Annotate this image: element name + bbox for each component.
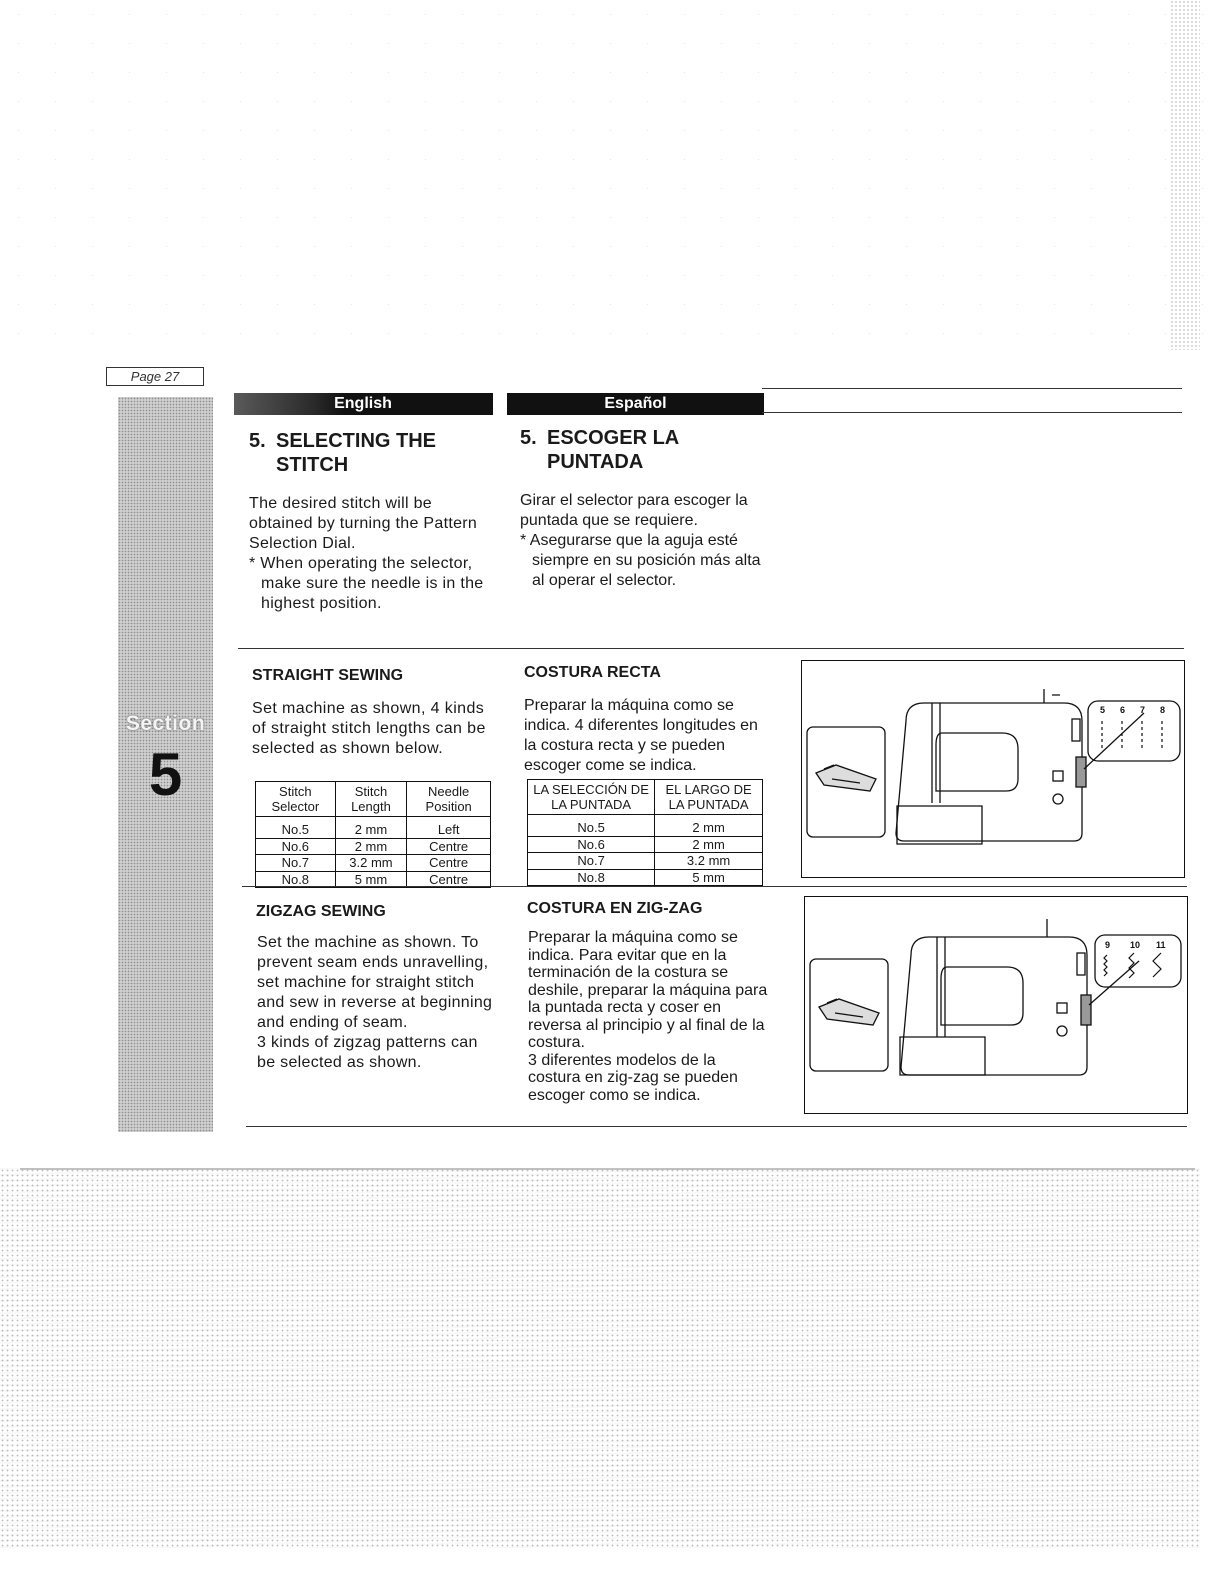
section-label: Section xyxy=(125,712,206,735)
dial-number: 9 xyxy=(1105,940,1111,950)
table-header: LA SELECCIÓN DE LA PUNTADA xyxy=(528,780,655,815)
dial-number: 8 xyxy=(1160,705,1166,715)
page-edge-line xyxy=(20,1168,1195,1170)
spanish-intro-block xyxy=(520,491,764,591)
table-row: No.5 2 mm xyxy=(528,815,763,837)
dial-number: 11 xyxy=(1156,940,1166,950)
sewing-machine-illustration xyxy=(805,897,1187,1113)
spanish-section-title: 5. ESCOGER LA PUNTADA xyxy=(520,427,680,473)
divider-zigzag xyxy=(242,886,1187,887)
zigzag-text-es: Preparar la máquina como se indica. Para evitar que en la terminación de la costura se deshile, preparar la máquina para la puntada recta y coser en reversa al principio y al final de la costura. xyxy=(528,929,768,1051)
straight-heading-es: COSTURA RECTA xyxy=(524,664,661,681)
zigzag-heading-es: COSTURA EN ZIG-ZAG xyxy=(527,900,703,917)
stitch-table-en xyxy=(255,781,491,888)
language-tab-spanish: Español xyxy=(507,393,764,415)
table-row: No.6 2 mm xyxy=(528,836,763,853)
spanish-note: * Asegurarse que la aguja esté siempre en su posición más alta al operar el selector. xyxy=(520,532,761,589)
stitch-table-es xyxy=(527,779,763,886)
table-row: No.6 2 mm Centre xyxy=(256,838,491,855)
straight-heading-en: STRAIGHT SEWING xyxy=(252,667,404,684)
scan-noise-right xyxy=(1170,0,1200,350)
straight-text-es: Preparar la máquina como se indica. 4 diferentes longitudes en la costura recta y se pueden escoger come se indica. xyxy=(524,697,758,774)
section-number: 5 xyxy=(148,741,183,808)
header-rule-bottom xyxy=(762,412,1182,413)
zigzag-text-es-2: 3 diferentes modelos de la costura en zig-zag se pueden escoger como se indica. xyxy=(528,1051,738,1104)
zigzag-sewing-illustration xyxy=(804,896,1188,1114)
dial-number: 6 xyxy=(1120,705,1126,715)
english-intro: The desired stitch will be obtained by turning the Pattern Selection Dial. xyxy=(249,495,478,552)
language-tab-english: English xyxy=(234,393,492,415)
scan-noise-bottom xyxy=(0,1168,1200,1548)
divider-bottom xyxy=(246,1126,1187,1127)
table-header: Stitch Selector xyxy=(256,782,336,817)
straight-text-en: Set machine as shown, 4 kinds of straight stitch lengths can be selected as shown below. xyxy=(252,700,486,757)
divider-straight xyxy=(238,648,1184,649)
table-header: EL LARGO DE LA PUNTADA xyxy=(655,780,763,815)
zigzag-text-en-2: 3 kinds of zigzag patterns can be selected as shown. xyxy=(257,1034,478,1071)
table-header: Stitch Length xyxy=(335,782,407,817)
header-rule-top xyxy=(762,388,1182,389)
table-row: No.5 2 mm Left xyxy=(256,817,491,839)
zigzag-text-en-block xyxy=(257,933,497,1073)
english-section-title: 5. SELECTING THE STITCH xyxy=(249,430,437,476)
spanish-intro: Girar el selector para escoger la puntada que se requiere. xyxy=(520,492,748,529)
dial-number: 10 xyxy=(1130,940,1141,950)
straight-sewing-illustration xyxy=(801,660,1185,878)
table-row: No.8 5 mm xyxy=(528,869,763,886)
table-row: No.7 3.2 mm xyxy=(528,853,763,870)
english-intro-block xyxy=(249,494,491,614)
zigzag-text-en: Set the machine as shown. To prevent seam ends unravelling, set machine for straight stitch and sew in reverse at beginning and ending of seam. xyxy=(257,934,493,1031)
page-label: Page 27 xyxy=(106,367,204,386)
dial-number: 5 xyxy=(1100,705,1106,715)
table-row: No.7 3.2 mm Centre xyxy=(256,855,491,872)
dial-number: 7 xyxy=(1140,705,1146,715)
english-note: * When operating the selector, make sure the needle is in the highest position. xyxy=(249,555,484,612)
table-header: Needle Position xyxy=(407,782,491,817)
sewing-machine-illustration xyxy=(802,661,1184,877)
table-row: No.8 5 mm Centre xyxy=(256,871,491,888)
zigzag-heading-en: ZIGZAG SEWING xyxy=(256,903,386,920)
language-tab-divider xyxy=(492,393,499,415)
zigzag-text-es-block xyxy=(528,929,768,1104)
scan-noise-top xyxy=(0,0,1224,360)
